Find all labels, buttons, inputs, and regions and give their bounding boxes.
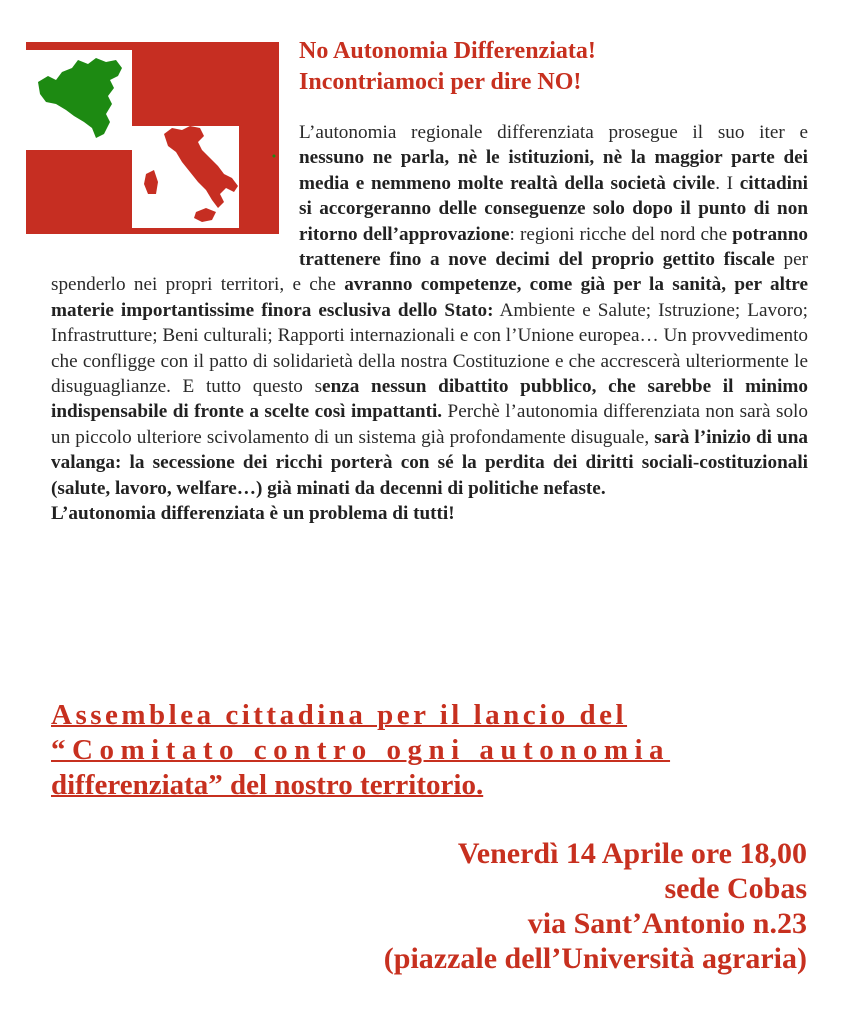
body-text-5: Ambiente e Salute; Istruzione; Lavoro; Infrastrutture; Beni culturali; Rapporti internazionali e con l’Unione europea… Un provvedimento che confligge con il patto di solidarietà della nostra Costituzione e che accrescerà ulteriormente le disuguaglianze. E tutto questo s — [51, 299, 808, 398]
event-place: sede Cobas — [664, 872, 807, 905]
event-date: Venerdì 14 Aprile ore 18,00 — [457, 837, 807, 870]
assembly-line-1: Assemblea cittadina per il lancio del — [51, 699, 628, 731]
event-details — [384, 836, 807, 976]
event-note: (piazzale dell’Università agraria) — [383, 942, 807, 975]
assembly-line-2: “Comitato contro ogni autonomia — [51, 734, 671, 766]
body-bold-3: potranno trattenere fino a nove decimi del proprio gettito fiscale — [299, 223, 808, 271]
body-closing-line: L’autonomia differenziata è un problema di tutti! — [51, 503, 455, 525]
body-bold-1: nessuno ne parla, nè le istituzioni, nè la maggior parte dei media e nemmeno molte realtà della società civile — [299, 147, 808, 194]
body-text-4: per spenderlo nei propri territori, e che — [51, 249, 809, 296]
body-bold-4: avranno competenze, come già per la sanità, per altre materie importantissime finora esclusiva dello Stato: — [51, 274, 808, 321]
page-title — [299, 36, 819, 98]
assembly-announcement — [51, 698, 808, 803]
body-text-1: L’autonomia regionale differenziata prosegue il suo iter e — [299, 122, 808, 143]
body-text-3: : regioni ricche del nord che — [509, 223, 733, 245]
event-address: via Sant’Antonio n.23 — [527, 907, 807, 940]
body-text-2: . I — [715, 172, 740, 194]
body-bold-6: sarà l’inizio di una valanga: la secessione dei ricchi porterà con sé la perdita dei diritti sociali-costituzionali (salute, lavoro, welfare…) già minati da decenni di politiche nefaste. — [51, 426, 808, 499]
body-bold-2: cittadini si accorgeranno delle conseguenze solo dopo il punto di non ritorno dell’approvazione — [299, 172, 808, 245]
assembly-line-3: differenziata” del nostro territorio. — [51, 769, 484, 801]
body-bold-5: enza nessun dibattito pubblico, che sarebbe il minimo indispensabile di fronte a scelte così impattanti. — [51, 376, 808, 423]
body-text-6: Perchè l’autonomia differenziata non sarà solo un piccolo ulteriore scivolamento di un sistema già profondamente disuguale, — [51, 401, 808, 448]
title-line-2: Incontriamoci per dire NO! — [299, 69, 582, 95]
body-paragraph — [51, 120, 808, 527]
title-line-1: No Autonomia Differenziata! — [299, 38, 596, 64]
